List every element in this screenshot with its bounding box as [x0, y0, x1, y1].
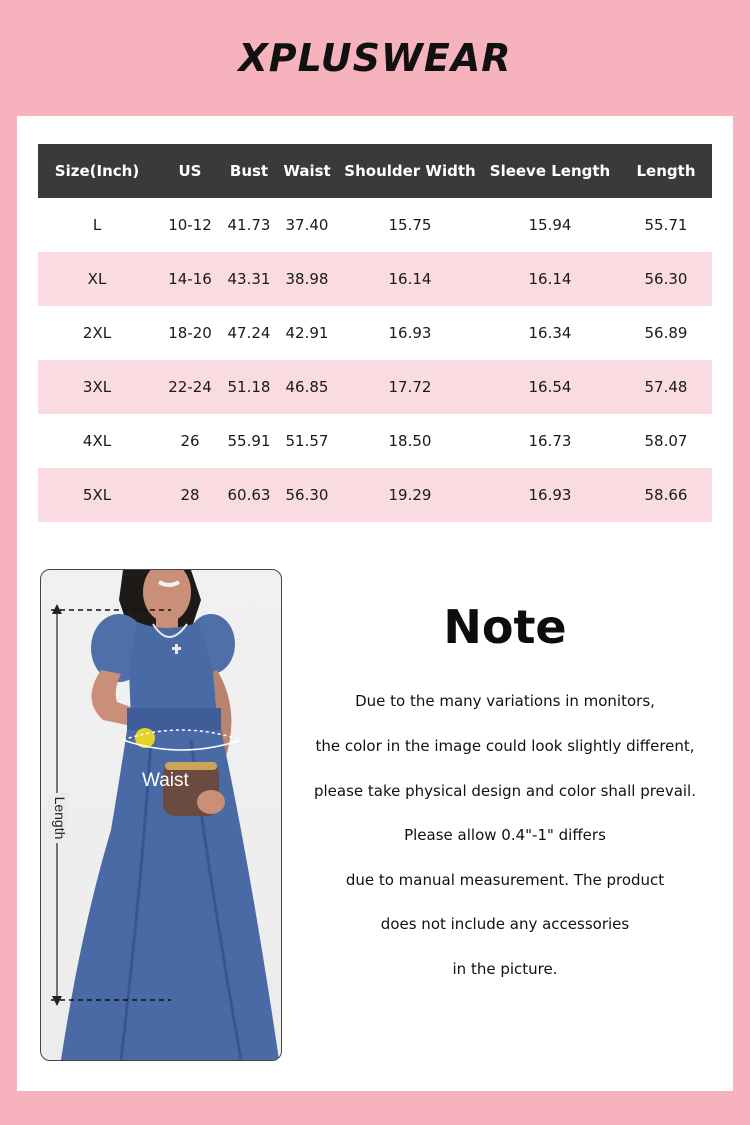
cell-length: 57.48: [620, 360, 712, 414]
cell-shoulder-width: 15.75: [340, 198, 480, 252]
cell-length: 56.89: [620, 306, 712, 360]
length-measure-label: Length: [48, 793, 68, 843]
cell-bust: 41.73: [224, 198, 274, 252]
brand-logo: XPLUSWEAR: [238, 36, 512, 80]
cell-shoulder-width: 18.50: [340, 414, 480, 468]
cell-bust: 51.18: [224, 360, 274, 414]
cell-us: 22-24: [156, 360, 224, 414]
cell-sleeve-length: 16.93: [480, 468, 620, 522]
cell-bust: 43.31: [224, 252, 274, 306]
table-row: [38, 306, 712, 360]
note-title: Note: [443, 600, 567, 654]
table-row: [38, 198, 712, 252]
table-row: [38, 468, 712, 522]
cell-length: 56.30: [620, 252, 712, 306]
header-bust: Bust: [224, 144, 274, 198]
note-line: Due to the many variations in monitors,: [355, 692, 655, 710]
note-line: Please allow 0.4"-1" differs: [404, 826, 606, 844]
cell-size: 4XL: [38, 414, 156, 468]
cell-us: 18-20: [156, 306, 224, 360]
cell-us: 10-12: [156, 198, 224, 252]
header-us: US: [156, 144, 224, 198]
table-row: [38, 414, 712, 468]
cell-length: 58.66: [620, 468, 712, 522]
waist-measure-label: Waist: [142, 770, 189, 791]
cell-size: L: [38, 198, 156, 252]
cell-waist: 56.30: [274, 468, 340, 522]
cell-waist: 42.91: [274, 306, 340, 360]
header-shoulder-width: Shoulder Width: [340, 144, 480, 198]
header-waist: Waist: [274, 144, 340, 198]
cell-sleeve-length: 16.73: [480, 414, 620, 468]
cell-bust: 47.24: [224, 306, 274, 360]
note-line: due to manual measurement. The product: [345, 871, 665, 889]
header-size: Size(Inch): [38, 144, 156, 198]
size-chart-card: [17, 116, 733, 1091]
cell-shoulder-width: 17.72: [340, 360, 480, 414]
cell-waist: 37.40: [274, 198, 340, 252]
cell-bust: 55.91: [224, 414, 274, 468]
cell-waist: 38.98: [274, 252, 340, 306]
cell-length: 55.71: [620, 198, 712, 252]
cell-shoulder-width: 19.29: [340, 468, 480, 522]
note-line: the color in the image could look slightly different,: [315, 737, 695, 755]
cell-size: 2XL: [38, 306, 156, 360]
model-illustration: [41, 570, 281, 1060]
cell-length: 58.07: [620, 414, 712, 468]
cell-us: 28: [156, 468, 224, 522]
table-header-row: [38, 144, 712, 198]
model-photo: [40, 569, 282, 1061]
cell-sleeve-length: 15.94: [480, 198, 620, 252]
table-row: [38, 360, 712, 414]
cell-sleeve-length: 16.54: [480, 360, 620, 414]
cell-sleeve-length: 16.14: [480, 252, 620, 306]
header-length: Length: [620, 144, 712, 198]
cell-size: XL: [38, 252, 156, 306]
cell-shoulder-width: 16.93: [340, 306, 480, 360]
cell-sleeve-length: 16.34: [480, 306, 620, 360]
note-line: does not include any accessories: [380, 915, 630, 933]
table-row: [38, 252, 712, 306]
header-sleeve-length: Sleeve Length: [480, 144, 620, 198]
cell-shoulder-width: 16.14: [340, 252, 480, 306]
note-line: in the picture.: [452, 960, 558, 978]
cell-us: 14-16: [156, 252, 224, 306]
cell-waist: 46.85: [274, 360, 340, 414]
cell-waist: 51.57: [274, 414, 340, 468]
cell-size: 5XL: [38, 468, 156, 522]
size-table: [38, 144, 712, 522]
cell-us: 26: [156, 414, 224, 468]
cell-size: 3XL: [38, 360, 156, 414]
cell-bust: 60.63: [224, 468, 274, 522]
note-line: please take physical design and color shall prevail.: [313, 782, 696, 800]
